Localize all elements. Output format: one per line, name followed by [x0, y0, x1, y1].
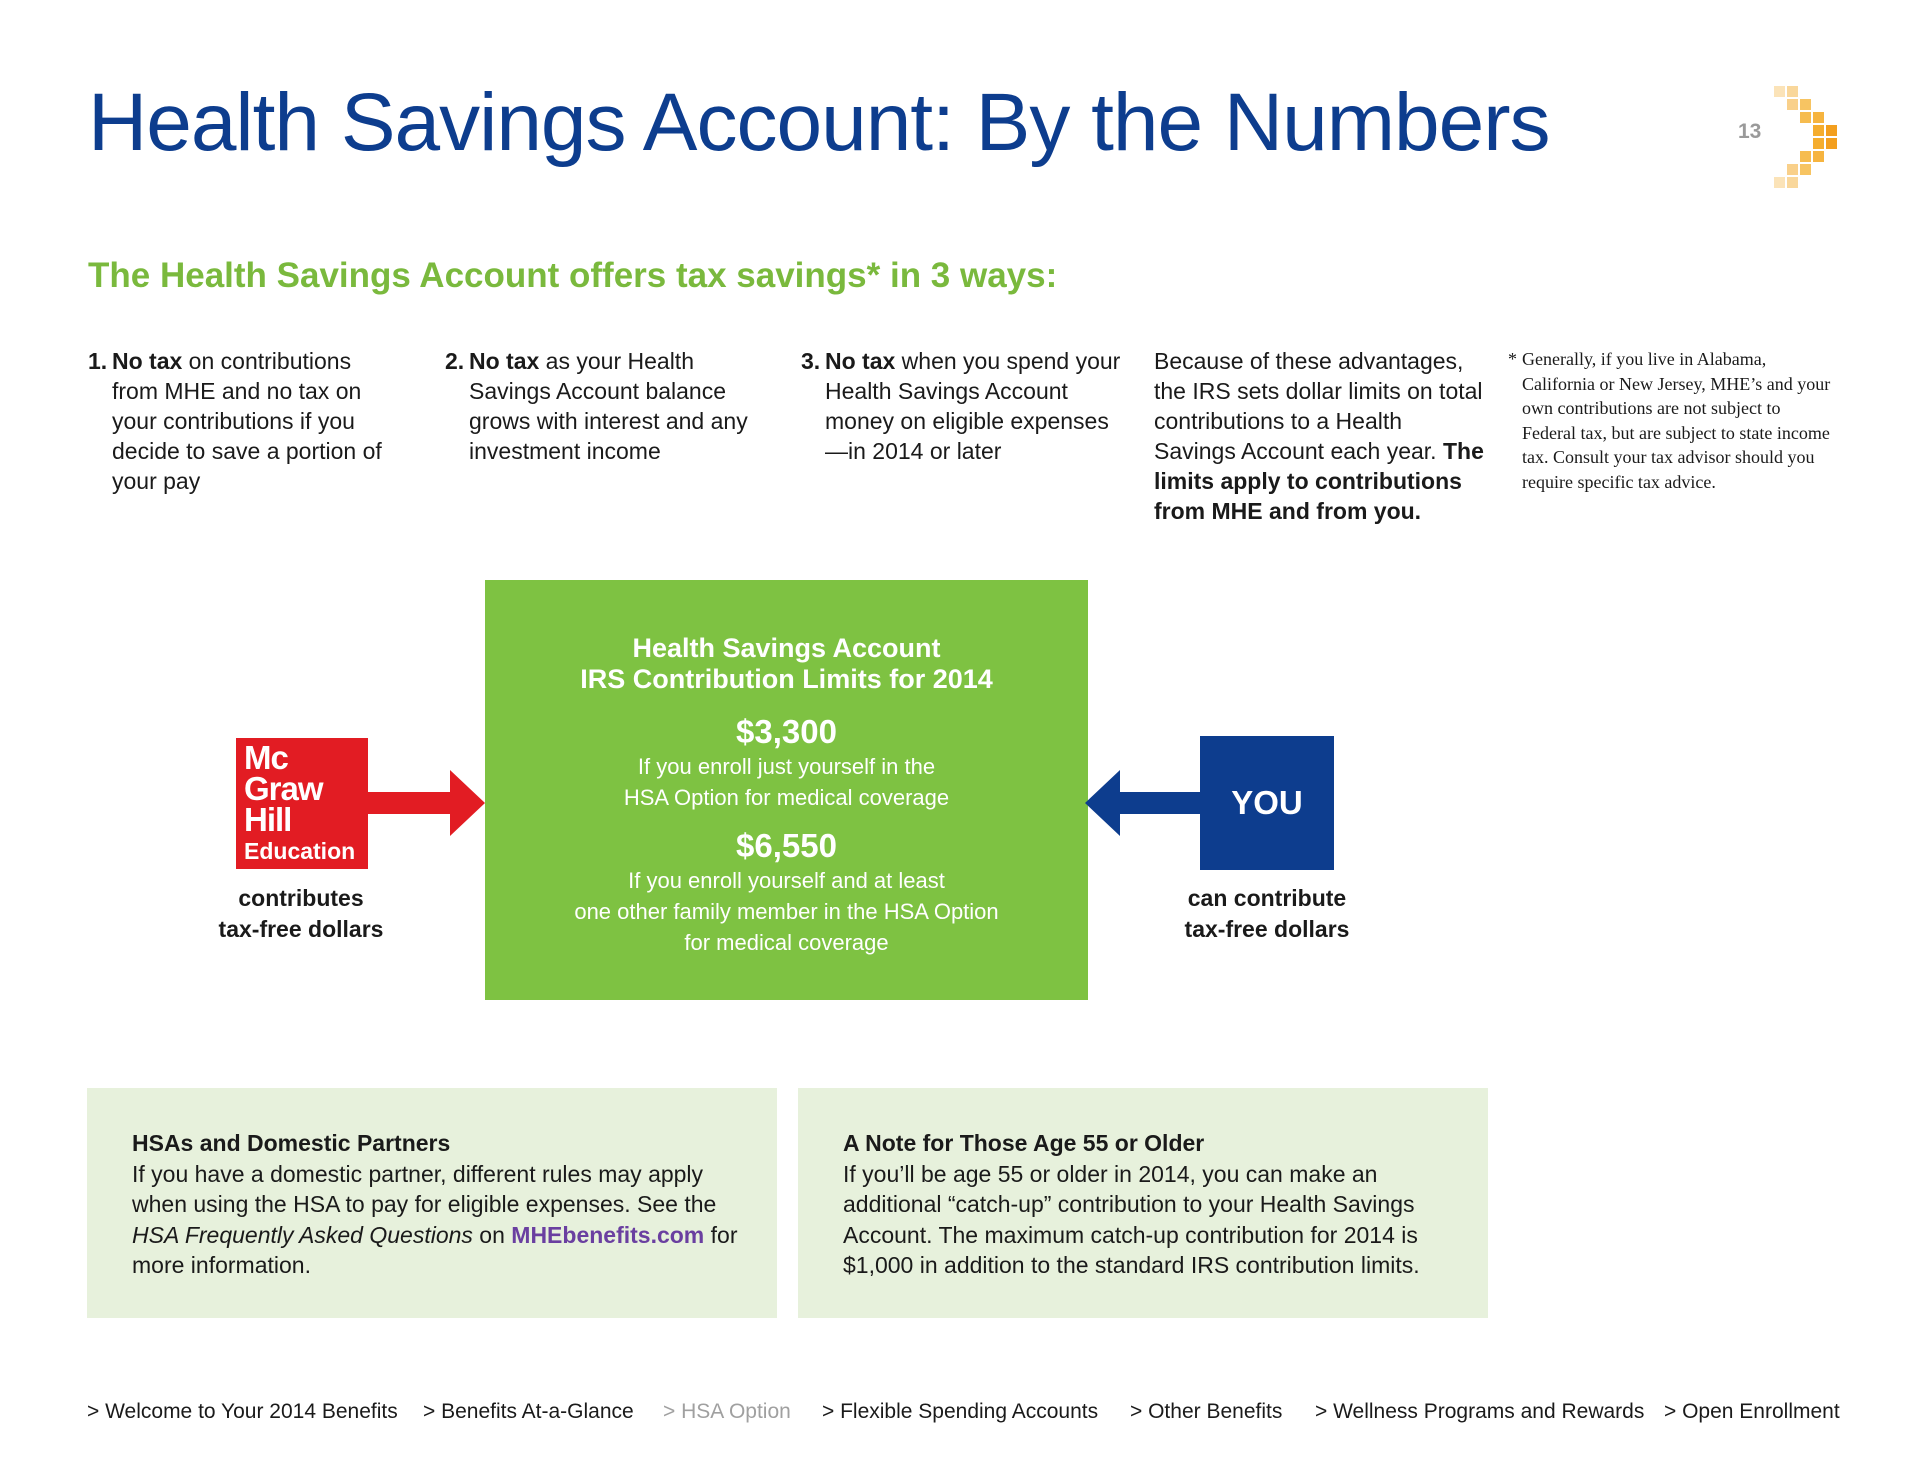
nav-open-enrollment[interactable]: > Open Enrollment	[1664, 1400, 1840, 1423]
mhe-caption	[171, 883, 431, 945]
tax-footnote	[1508, 347, 1838, 494]
nav-flexible-spending-accounts[interactable]: > Flexible Spending Accounts	[822, 1400, 1099, 1423]
limit-desc: one other family member in the HSA Option	[574, 899, 999, 924]
note-text: for more information.	[132, 1221, 738, 1278]
mhebenefits-link[interactable]: MHEbenefits.com	[511, 1221, 705, 1248]
arrow-left-icon	[1085, 768, 1201, 838]
limit-desc: for medical coverage	[684, 930, 889, 955]
limits-title	[485, 633, 1088, 695]
irs-limits-box	[485, 580, 1088, 1000]
domestic-partners-note	[87, 1088, 777, 1318]
irs-limits-explanation	[1154, 346, 1484, 526]
age-55-note	[798, 1088, 1488, 1318]
footnote-text: Generally, if you live in Alabama, California or New Jersey, MHE’s and your own contributions are not subject to Federal tax, but are subject to state income tax. Consult your tax advisor should you require specific tax advice.	[1522, 349, 1831, 492]
because-text: Because of these advantages, the IRS sets dollar limits on total contributions to a Health Savings Account each year.	[1154, 348, 1483, 464]
way-number: 1.	[88, 348, 108, 374]
nav-welcome[interactable]: > Welcome to Your 2014 Benefits	[87, 1400, 398, 1423]
note-heading: A Note for Those Age 55 or Older	[843, 1130, 1205, 1156]
caption-line: can contribute	[1187, 885, 1347, 911]
page-number: 13	[1738, 120, 1762, 143]
limit-desc: HSA Option for medical coverage	[623, 785, 950, 810]
nav-benefits-at-a-glance[interactable]: > Benefits At-a-Glance	[423, 1400, 634, 1423]
you-badge: YOU	[1200, 736, 1334, 870]
note-body	[132, 1159, 752, 1281]
way-text: as your Health Savings Account balance grows with interest and any investment income	[469, 348, 748, 464]
way-text: when you spend your Health Savings Account money on eligible expenses—in 2014 or later	[825, 348, 1121, 464]
faq-title: HSA Frequently Asked Questions	[132, 1221, 473, 1248]
caption-line: tax-free dollars	[218, 916, 384, 942]
you-caption	[1137, 883, 1397, 945]
because-bold: The limits apply to contributions from MHE and from you.	[1154, 438, 1484, 524]
way-number: 3.	[801, 348, 821, 374]
arrow-right-icon	[368, 768, 486, 838]
note-body: If you’ll be age 55 or older in 2014, you can make an additional “catch-up” contribution to your Health Savings Account. The maximum catch-up contribution for 2014 is $1,000 in addition to the standard IRS contribution limits.	[843, 1160, 1420, 1278]
tax-way-2	[445, 346, 775, 466]
logo-text: Mc	[244, 739, 288, 776]
mhe-logo	[236, 738, 368, 869]
tax-way-1	[88, 346, 398, 496]
logo-text: Hill	[244, 801, 292, 838]
caption-line: tax-free dollars	[1184, 916, 1350, 942]
logo-text: Graw	[244, 770, 323, 807]
section-subtitle: The Health Savings Account offers tax savings* in 3 ways:	[88, 256, 1058, 295]
chevron-logo-icon	[1770, 86, 1846, 190]
way-text: on contributions from MHE and no tax on your contributions if you decide to save a portion of your pay	[112, 348, 382, 494]
page-title: Health Savings Account: By the Numbers	[88, 77, 1550, 168]
way-bold: No tax	[825, 348, 896, 374]
nav-hsa-option[interactable]: > HSA Option	[663, 1400, 791, 1423]
note-text: on	[472, 1221, 512, 1248]
note-text: If you have a domestic partner, different rules may apply when using the HSA to pay for eligible expenses. See the	[132, 1160, 717, 1217]
limits-title-line: Health Savings Account	[632, 633, 941, 663]
limit-amount-individual: $3,300	[736, 713, 837, 750]
nav-wellness-programs[interactable]: > Wellness Programs and Rewards	[1315, 1400, 1645, 1423]
limit-desc: If you enroll just yourself in the	[637, 754, 936, 779]
logo-text: Education	[244, 838, 356, 864]
caption-line: contributes	[238, 885, 364, 911]
limit-desc: If you enroll yourself and at least	[628, 868, 945, 893]
footnote-mark: *	[1508, 349, 1517, 369]
way-bold: No tax	[112, 348, 183, 374]
way-bold: No tax	[469, 348, 540, 374]
way-number: 2.	[445, 348, 465, 374]
note-heading: HSAs and Domestic Partners	[132, 1130, 451, 1156]
tax-way-3	[801, 346, 1121, 466]
limit-amount-family: $6,550	[736, 827, 837, 864]
nav-other-benefits[interactable]: > Other Benefits	[1130, 1400, 1283, 1423]
limits-title-line: IRS Contribution Limits for 2014	[580, 664, 993, 694]
